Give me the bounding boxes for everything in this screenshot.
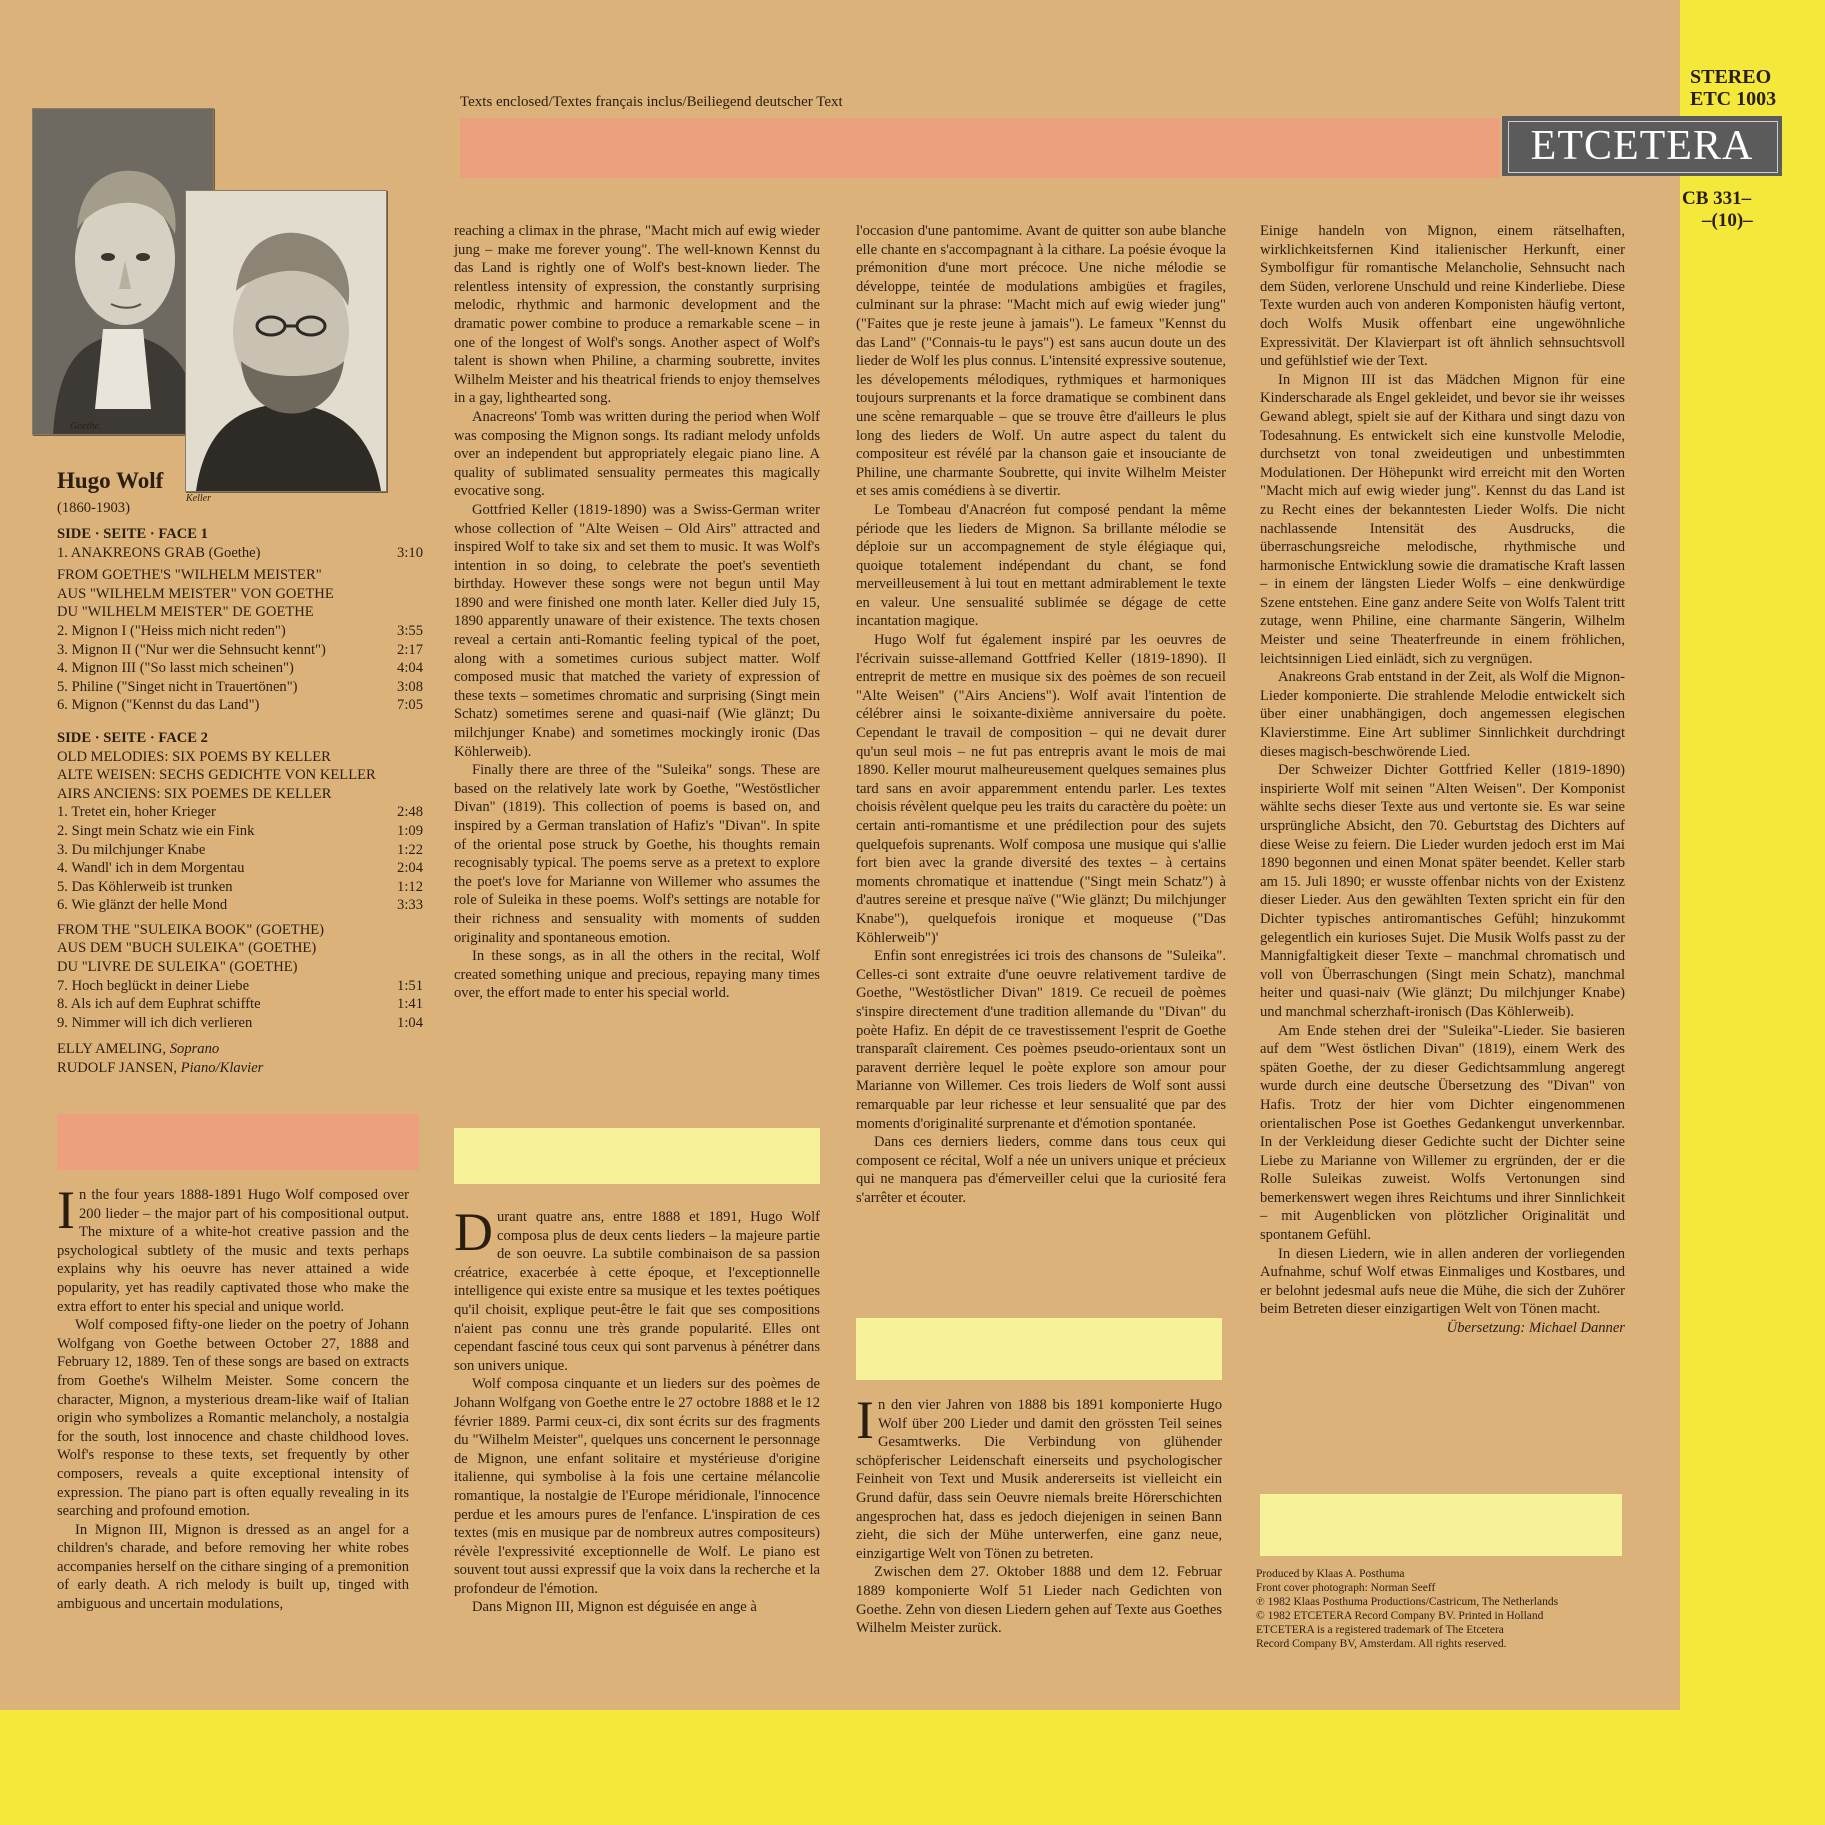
production-credits bbox=[1256, 1567, 1636, 1651]
side1-heading: SIDE · SEITE · FACE 1 bbox=[57, 526, 208, 542]
performer-line bbox=[57, 1059, 423, 1078]
composer-dates: (1860-1903) bbox=[57, 500, 130, 516]
track-time: 3:55 bbox=[397, 622, 423, 639]
side2-heading: SIDE · SEITE · FACE 2 bbox=[57, 729, 208, 746]
catalog-number: ETC 1003 bbox=[1690, 88, 1777, 110]
french-notes-part1 bbox=[454, 1202, 820, 1617]
french-color-bar bbox=[454, 1128, 820, 1184]
track-label: 5. Philine ("Singet nicht in Trauertönen") bbox=[57, 678, 298, 695]
track-row bbox=[57, 995, 423, 1014]
english-notes-part2 bbox=[454, 222, 820, 1003]
english-color-bar bbox=[57, 1114, 419, 1170]
performer-name: RUDOLF JANSEN, bbox=[57, 1060, 178, 1077]
translator-credit: Übersetzung: Michael Danner bbox=[1446, 1320, 1625, 1337]
french-paragraph: Dans ces derniers lieders, comme dans tous ceux qui composent ce récital, Wolf a née un univers unique et précieux qui ne manquera pas d'émerveiller celui que la curiosité fera s'arrêter et écouter. bbox=[856, 1134, 1226, 1206]
track-row bbox=[57, 977, 423, 996]
credit-line: Record Company BV, Amsterdam. All rights reserved. bbox=[1256, 1638, 1507, 1650]
performer-name: ELLY AMELING, bbox=[57, 1041, 167, 1058]
track-time: 3:08 bbox=[397, 678, 423, 695]
track-label: 3. Mignon II ("Nur wer die Sehnsucht kennt") bbox=[57, 641, 326, 658]
track-time: 2:48 bbox=[397, 804, 423, 821]
german-paragraph: Der Schweizer Dichter Gottfried Keller (1819-1890) inspirierte Wolf mit seinen "Alten Weisen". Der Komponist wählte sechs dieser Texte aus und vertonte sie. Es war seine ursprüngliche Absicht, den 70. Geburtstag des Dichters auf diese Weise zu feiern. Die Lieder wurden jedoch erst im Mai 1890 begonnen und einen Monat später beendet. Keller starb am 15. Juli 1890; er wusste offenbar nichts von der Existenz dieser Lieder. Aus den gewählten Texten spricht ein für den Dichter typisches antiromantisches Gefühl; hinzukommt gelegentlich ein kurioses Sujet. Die Musik Wolfs passt zu der Mannigfaltigkeit dieser Texte – manchmal chromatisch und voll von Überraschungen (Singt mein Schatz), manchmal heiter und quasi-naiv (Wie glänzt; Du milchjunger Knabe) und manchmal scherzhaft-ironisch (Das Köhlerweib). bbox=[1260, 762, 1625, 1020]
french-paragraph: l'occasion d'une pantomime. Avant de quitter son aube blanche elle chante en s'accompagnant à la cithare. La poésie évoque la prémonition d'une mort précoce. Une niche mélodie se développe, teintée de modulations ambigües et fragiles, culminant sur la phrase: "Macht mich auf ewig wieder jung" ("Faites que je reste jeune à jamais"). Le fameux "Kennst du das Land" ("Connais-tu le pays") est sans aucun doute un des lieder de Wolf les plus connus. L'intensité expressive soutenue, les dévelopements mélodiques, rythmiques et harmoniques toujours surprenants et la force dramatique se combinent dans une scène remarquable – que se trouve être d'ailleurs le plus long des lieders de Wolf. Un autre aspect du talent du compositeur est révélé par la chanson gaie et insouciante de Philine, une charmante Soubrette, qui invite Wilhelm Meister et ses amis comédiens à se divertir. bbox=[856, 223, 1226, 500]
etcetera-logo: ETCETERA bbox=[1502, 116, 1782, 176]
english-paragraph: Finally there are three of the "Suleika" songs. These are based on the relatively late work by Goethe, "Westöstlicher Divan" (1819). This collection of poems is based on, and inspired by a German translation of Hafiz's "Divan". In spite of the oriental pose struck by Goethe, his thoughts remain recognisably typical. The poems serve as a pretext to explore the poet's love for Marianne von Willemer who assumes the role of Suleika in these poems. Wolf's settings are notable for their richness and sensuality with moments of sudden originality and spontaneous emotion. bbox=[454, 762, 820, 946]
performer-line bbox=[57, 1040, 423, 1059]
track-row bbox=[57, 544, 423, 563]
german-notes-part2 bbox=[1260, 222, 1625, 1338]
track-label: 8. Als ich auf dem Euphrat schiffte bbox=[57, 996, 261, 1013]
track-time: 1:51 bbox=[397, 977, 423, 994]
group-line: FROM GOETHE'S "WILHELM MEISTER" bbox=[57, 567, 322, 584]
track-list bbox=[57, 525, 423, 1078]
french-paragraph: Dans Mignon III, Mignon est déguisée en ange à bbox=[472, 1599, 757, 1616]
credit-line: © 1982 ETCETERA Record Company BV. Printed in Holland bbox=[1256, 1610, 1544, 1622]
group-line: AUS DEM "BUCH SULEIKA" (GOETHE) bbox=[57, 940, 317, 957]
credit-line: Front cover photograph: Norman Seeff bbox=[1256, 1582, 1436, 1594]
performer-role: Soprano bbox=[169, 1041, 220, 1058]
german-dropcap: I bbox=[856, 1390, 874, 1450]
track-label: 6. Mignon ("Kennst du das Land") bbox=[57, 697, 260, 714]
german-paragraph: Zwischen dem 27. Oktober 1888 und dem 12. Februar 1889 komponierte Wolf 51 Lieder nach Gedichten von Goethe. Zehn von diesen Liedern gehen auf Texte aus Goethes Wilhelm Meister zurück. bbox=[856, 1564, 1222, 1637]
group-line: AIRS ANCIENS: SIX POEMES DE KELLER bbox=[57, 785, 332, 802]
french-dropcap: D bbox=[454, 1202, 493, 1262]
track-time: 3:10 bbox=[397, 544, 423, 561]
track-row bbox=[57, 859, 423, 878]
track-row bbox=[57, 641, 423, 660]
track-label: 9. Nimmer will ich dich verlieren bbox=[57, 1014, 253, 1031]
track-time: 3:33 bbox=[397, 897, 423, 914]
english-paragraph: Anacreons' Tomb was written during the period when Wolf was composing the Mignon songs. Its radiant melody unfolds over an independent but appropriately elegaic piano line. A quality of sublimated sensuality permeates this magically evocative song. bbox=[454, 408, 820, 500]
track-time: 1:09 bbox=[397, 822, 423, 839]
track-time: 1:12 bbox=[397, 878, 423, 895]
english-paragraph: In the four years 1888-1891 Hugo Wolf composed over 200 lieder – the major part of his compositional output. The mixture of a white-hot creative passion and the psychological subtlety of the music and texts perhaps explains why his oeuvre has never attained a wide popularity, yet has readily captivated those who make the extra effort to enter his special and unique world. bbox=[57, 1180, 409, 1315]
track-row bbox=[57, 659, 423, 678]
track-time: 1:04 bbox=[397, 1014, 423, 1031]
track-label: 1. ANAKREONS GRAB (Goethe) bbox=[57, 544, 261, 561]
german-notes-part1 bbox=[856, 1390, 1222, 1638]
keller-portrait bbox=[185, 190, 387, 492]
french-paragraph: Le Tombeau d'Anacréon fut composé pendant la même période que les lieders de Mignon. Sa brillante mélodie se déploie sur un accompagnement de style élégiaque qui, quoique totalement indépendant du chant, se fond merveilleusement à lui tout en mettant admirablement le texte en valeur. Une sensualité sublimée se dégage de cette incantation magique. bbox=[856, 501, 1226, 630]
track-time: 4:04 bbox=[397, 660, 423, 677]
english-paragraph: reaching a climax in the phrase, "Macht mich auf ewig wieder jung – make me forever young". The well-known Kennst du das Land is rightly one of Wolf's best-known lieder. The relentless intensity of expression, the constantly surprising melodic, rhythmic and harmonic development and the dramatic power combine to produce a remarkable scene – in one of the longest of Wolf's songs. Another aspect of Wolf's talent is shown when Philine, a charming soubrette, invites Wilhelm Meister and his theatrical friends to enjoy themselves in a gay, lighthearted song. bbox=[454, 223, 820, 407]
keller-caption: Keller bbox=[186, 493, 211, 504]
track-row bbox=[57, 803, 423, 822]
track-label: 7. Hoch beglückt in deiner Liebe bbox=[57, 977, 250, 994]
credit-line: ℗ 1982 Klaas Posthuma Productions/Castricum, The Netherlands bbox=[1256, 1596, 1559, 1608]
track-row bbox=[57, 822, 423, 841]
track-label: 6. Wie glänzt der helle Mond bbox=[57, 897, 228, 914]
french-paragraph: Wolf composa cinquante et un lieders sur des poèmes de Johann Wolfgang von Goethe entre le 27 octobre 1888 et le 12 février 1889. Parmi ceux-ci, dix sont écrits sur des fragments du "Wilhelm Meister", quelques uns concernent le personnage de Mignon, une enfant solitaire et mystérieuse d'origine italienne, qui symbolise à la fois une certaine mélancolie romantique, la nostalgie de l'Europe méridionale, l'innocence perdue et les amours pures de l'enfance. L'inspiration de ces textes (mis en musique par de nombreux autres compositeurs) révèle l'expressivité exceptionnelle de Wolf. Le piano est souvent tout aussi expressif que la voix dans la recherche et la profondeur de l'émotion. bbox=[454, 1376, 820, 1597]
track-label: 2. Singt mein Schatz wie ein Fink bbox=[57, 822, 255, 839]
german-color-bar bbox=[856, 1318, 1222, 1380]
german-paragraph: In Mignon III ist das Mädchen Mignon für eine Kinderscharade als Engel gekleidet, und bevor sie ihr weisses Gewand ablegt, spielt sie auf der Kithara und singt dazu von Todesahnung. Es entwickelt sich eine kunstvolle Melodie, durchsetzt von tonal zweideutigen und unbestimmten Modulationen. Der Höhepunkt wird erreicht mit den Worten "Macht mich auf ewig wieder jung". Kennst du das Land ist zu Recht eines der bekanntesten Lieder Wolfs. Die nicht nachlassende Intensität des Ausdrucks, die überraschungsreiche melodische, rhythmische und harmonische Entwicklung sowie die dramatische Kraft lassen – in einem der längsten Lieder Wolfs – eine denkwürdige Szene entstehen. Eine ganz andere Seite von Wolfs Talent tritt zutage, wenn Philine, eine charmante Sängerin, Wilhelm Meister und seine Theaterfreunde in einem fröhlichen, leichtsinnigen Lied einlädt, sich zu vergnügen. bbox=[1260, 371, 1625, 667]
track-row bbox=[57, 841, 423, 860]
header-bar bbox=[460, 118, 1500, 178]
german-paragraph: In den vier Jahren von 1888 bis 1891 komponierte Hugo Wolf über 200 Lieder und damit den grössten Teil seines Gesamtwerks. Die Verbindung von glühender schöpferischer Leidenschaft einerseits und psychologischer Feinheit von Text und Musik andererseits ist vielleicht ein Grund dafür, dass sein Oeuvre niemals breite Hörerschichten angesprochen hat, dass es jedoch diejenigen in seinen Bann zieht, die sich der Mühe unterwerfen, eine ganz neue, einzigartige Welt von Tönen zu betreten. bbox=[856, 1390, 1222, 1562]
track-label: 4. Wandl' ich in dem Morgentau bbox=[57, 860, 245, 877]
group-line: ALTE WEISEN: SECHS GEDICHTE VON KELLER bbox=[57, 767, 376, 784]
logo-frame bbox=[1508, 121, 1778, 173]
track-row bbox=[57, 1014, 423, 1033]
track-time: 7:05 bbox=[397, 697, 423, 714]
goethe-caption: Goethe. bbox=[70, 421, 102, 432]
credit-line: ETCETERA is a registered trademark of The Etcetera bbox=[1256, 1624, 1504, 1636]
track-label: 5. Das Köhlerweib ist trunken bbox=[57, 878, 233, 895]
english-notes-part1 bbox=[57, 1180, 409, 1614]
english-paragraph: Gottfried Keller (1819-1890) was a Swiss-German writer whose collection of "Alte Weisen – Old Airs" attracted and inspired Wolf to take six and set them to music. It was Wolf's intention in so doing, to celebrate the poet's seventieth birthday. However these songs were not begun until May 1890 and were finished one month later. Keller died July 15, 1890 apparently unaware of their existence. The texts chosen reveal a certain anti-Romantic feeling typical of the poet, along with a sometimes curious subject matter. Wolf composed music that matched the variety of expression of these texts – sometimes chromatic and surprising (Singt mein Schatz) sometimes serene and quasi-naif (Wie glänzt; Du milchjunger Knabe) and sometimes mockingly ironic (Das Köhlerweib). bbox=[454, 501, 820, 760]
track-time: 2:04 bbox=[397, 860, 423, 877]
french-paragraph: Enfin sont enregistrées ici trois des chansons de "Suleika". Celles-ci sont extraite d'une oeuvre relativement tardive de Goethe, "Westöstlicher Divan" 1819. Ce recueil de poèmes s'inspire directement d'une tradition allemande du "Divan" du poète Hafiz. En dépit de ce travestissement l'esprit de Goethe transparaît clairement. Ces poèmes pseudo-orientaux sont un paravent derrière lequel le poète explore son amour pour Marianne von Willemer. Ces trois lieders de Wolf sont aussi remarquable par leur richesse et leur sensualité que par des moments d'originalité surprenante et d'émotion spontanée. bbox=[856, 948, 1226, 1132]
performer-role: Piano/Klavier bbox=[180, 1060, 264, 1077]
stereo-label: STEREO bbox=[1690, 66, 1772, 88]
keller-engraving-icon bbox=[186, 191, 386, 491]
track-time: 1:22 bbox=[397, 841, 423, 858]
track-time: 2:17 bbox=[397, 641, 423, 658]
french-notes-part2 bbox=[856, 222, 1226, 1207]
english-paragraph: In Mignon III, Mignon is dressed as an angel for a children's charade, and before removing her white robes accompanies herself on the cithare singing of a premonition of early death. A rich melody is built up, tinged with ambiguous and uncertain modulations, bbox=[57, 1521, 409, 1613]
credit-line: Produced by Klaas A. Posthuma bbox=[1256, 1568, 1405, 1580]
cb-number: CB 331– bbox=[1682, 188, 1752, 209]
composer-name: Hugo Wolf bbox=[57, 468, 164, 493]
track-row bbox=[57, 896, 423, 915]
english-paragraph: Wolf composed fifty-one lieder on the poetry of Johann Wolfgang von Goethe between October 27, 1888 and February 12, 1889. Ten of these songs are based on extracts from Goethe's Wilhelm Meister. Some concern the character, Mignon, a mysterious dream-like waif of Italian origin who symbolizes a Romantic melancholy, a nostalgia for the south, lost innocence and chaste childhood loves. Wolf's response to these texts, set frequently by other composers, reveals a quite exceptional intensity of expression. The piano part is often equally revealing in its searching and profound emotion. bbox=[57, 1317, 409, 1520]
german-paragraph: Einige handeln von Mignon, einem rätselhaften, wirklichkeitsfernen Kind italienischer Herkunft, einer Symbolfigur für romantische Melancholie, Sehnsucht nach dem Süden, verlorene Unschuld und reine Kinderliebe. Diese Texte wurden auch von anderen Komponisten häufig vertont, doch Wolfs Musik offenbart eine ungewöhnliche Expressivität. Der Klavierpart ist oft ähnlich sehnsuchtsvoll und gefühlstief wie der Text. bbox=[1260, 223, 1625, 370]
track-label: 4. Mignon III ("So lasst mich scheinen") bbox=[57, 660, 294, 677]
group-line: DU "WILHELM MEISTER" DE GOETHE bbox=[57, 604, 314, 621]
track-time: 1:41 bbox=[397, 996, 423, 1013]
track-row bbox=[57, 878, 423, 897]
group-line: FROM THE "SULEIKA BOOK" (GOETHE) bbox=[57, 921, 325, 938]
english-paragraph: In these songs, as in all the others in the recital, Wolf created something unique and precious, repaying many times over, the effort made to enter his special world. bbox=[454, 948, 820, 1002]
cb-sub: –(10)– bbox=[1702, 210, 1753, 231]
german-lower-bar bbox=[1260, 1494, 1622, 1556]
german-paragraph: Am Ende stehen drei der "Suleika"-Lieder. Sie basieren auf dem "West östlichen Divan" (1819), einem Werk des späten Goethe, der zu dieser Gedichtsammlung angeregt wurde durch eine deutsche Übersetzung des "Divan" von Hafis. Trotz der hier vom Dichter eingenommenen orientalischen Pose ist Goethes Gedankengut unverkennbar. In der Verkleidung dieser Gedichte sucht der Dichter seine Liebe zu Marianne von Willemer zu ergründen, der er die Rolle Suleikas zuweist. Wolfs Vertonungen sind bemerkenswert wegen ihres Reichtums und ihrer Sinnlichkeit – mit Augenblicken von plötzlicher Originalität und spontanem Gefühl. bbox=[1260, 1022, 1625, 1244]
track-row bbox=[57, 696, 423, 715]
texts-enclosed-note: Texts enclosed/Textes français inclus/Beiliegend deutscher Text bbox=[460, 94, 843, 110]
group-line: DU "LIVRE DE SULEIKA" (GOETHE) bbox=[57, 959, 298, 976]
english-dropcap: I bbox=[57, 1180, 75, 1240]
track-row bbox=[57, 678, 423, 697]
group-line: AUS "WILHELM MEISTER" VON GOETHE bbox=[57, 585, 334, 602]
track-label: 3. Du milchjunger Knabe bbox=[57, 841, 206, 858]
french-paragraph: Hugo Wolf fut également inspiré par les oeuvres de l'écrivain suisse-allemand Gottfried Keller (1819-1890). Il entreprit de mettre en musique six des poèmes de son recueil "Alte Weisen" ("Airs Anciens"). Wolf avait l'intention de célébrer ainsi le soixante-dixième anniversaire du poète. Cependant le travail de composition – qui ne devait durer qu'un seul mois – ne fut pas entrepris avant le mois de mai 1890. Keller mourut malheureusement quelques semaines plus tard sans en avoir apparemment entendu parler. Les textes choisis révèlent quelque peu les traits du caractère du poète: un certain anti-romantisme et une prédilection pour des sujets quelquefois suprenants. Wolf composa une musique qui s'allie fort bien avec la grande diversité des textes – à certains moments chromatique et inattendue ("Singt mein Schatz") à d'autres sereine et presque naïve ("Wie glänzt; Du milchjunger Knabe"), quelquefois ironique et moqueuse ("Das Köhlerweib")' bbox=[856, 632, 1226, 946]
german-paragraph: In diesen Liedern, wie in allen anderen der vorliegenden Aufnahme, schuf Wolf etwas Einmaliges und Kostbares, und er belohnt jedesmal aufs neue die Mühe, die sich der Zuhörer beim Betreten dieser einzigartigen Welt von Tönen macht. bbox=[1260, 1245, 1625, 1318]
french-paragraph: Durant quatre ans, entre 1888 et 1891, Hugo Wolf composa plus de deux cents lieders – la majeure partie de son oeuvre. La subtile combinaison de sa passion créatrice, exacerbée à cette époque, et l'exceptionnelle intelligence qui existe entre sa musique et les textes poétiques qu'il choisit, explique peut-être le fait que ses compositions n'aient pas connu une très grande popularité. Elles ont cependant fasciné tous ceux qui sont parvenus à pénétrer dans son univers unique. bbox=[454, 1202, 820, 1374]
track-row bbox=[57, 622, 423, 641]
track-label: 2. Mignon I ("Heiss mich nicht reden") bbox=[57, 622, 286, 639]
german-paragraph: Anakreons Grab entstand in der Zeit, als Wolf die Mignon-Lieder komponierte. Die strahlende Melodie entwickelt sich über einer unabhängigen, doch angemessen elegischen Klavierstimme. Eine Art sublimer Sinnlichkeit durchdringt dieses magisch-beschwörende Lied. bbox=[1260, 669, 1625, 760]
group-line: OLD MELODIES: SIX POEMS BY KELLER bbox=[57, 748, 331, 765]
track-label: 1. Tretet ein, hoher Krieger bbox=[57, 804, 216, 821]
